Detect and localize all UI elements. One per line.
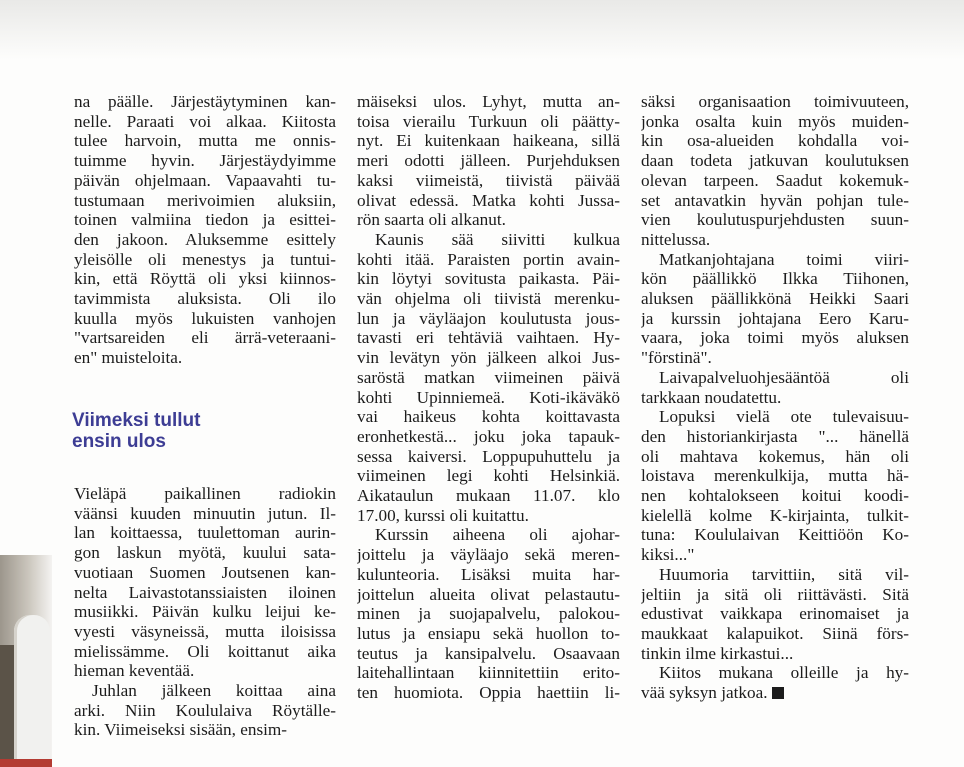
text-line: Huumoria tarvittiin, sitä vil- xyxy=(659,564,909,584)
text-line: Laivapalveluohjesääntöä oli xyxy=(659,367,909,387)
text-line: set antavatkin hyvän pohjan tule- xyxy=(641,190,909,210)
heading-line-1: Viimeksi tullut xyxy=(72,410,201,431)
text-line: nittelussa. xyxy=(641,229,711,249)
text-line: maukkaat kalapuikot. Siinä förs- xyxy=(641,623,909,643)
text-line: daan todeta jatkuvan koulutuksen xyxy=(641,151,909,171)
text-line: Aikataulun mukaan 11.07. klo xyxy=(357,486,620,506)
text-line: vuotiaan Suomen Joutsenen kan- xyxy=(74,562,336,582)
text-line: meri odotti jälleen. Purjehduksen xyxy=(357,151,620,171)
text-line: yleisölle oli menestys ja tuntui- xyxy=(74,249,336,269)
text-line: kin osa-alueiden kohdalla voi- xyxy=(641,131,909,151)
text-line: vien koulutuspurjehdusten suun- xyxy=(641,210,909,230)
text-line: teutus ja kansipalvelu. Osaavaan xyxy=(357,643,620,663)
text-line: Kaunis sää siivitti kulkua xyxy=(375,229,620,249)
text-line: viimeinen legi kohti Helsinkiä. xyxy=(357,466,620,486)
column-2 xyxy=(357,92,620,703)
text-line: mielissämme. Oli koittanut aika xyxy=(74,641,336,661)
text-line: laitehallintaan kiinnitettiin erito- xyxy=(357,663,620,683)
text-line: ten huomiota. Oppia haettiin li- xyxy=(357,683,620,703)
text-line: nen kohtalokseen koitui koodi- xyxy=(641,486,909,506)
text-line: edustivat vaikkapa erinomaiset ja xyxy=(641,604,909,624)
text-line: joittelu ja väyläajo sekä meren- xyxy=(357,545,620,565)
photo-fragment xyxy=(0,555,52,767)
text-line: loistava merenkulkija, mutta hä- xyxy=(641,466,909,486)
text-line: Juhlan jälkeen koittaa aina xyxy=(92,681,336,701)
text-line: kin, että Röyttä oli yksi kiinnos- xyxy=(74,269,336,289)
text-line: tustumaan merivoimien aluksiin, xyxy=(74,190,336,210)
text-line: den historiankirjasta "... hänellä xyxy=(641,426,909,446)
section-heading xyxy=(72,410,312,452)
text-line: vai haikeus kohta koittavasta xyxy=(357,407,620,427)
text-line: kulunteoria. Lisäksi muita har- xyxy=(357,564,620,584)
text-line: Matkanjohtajana toimi viiri- xyxy=(659,249,909,269)
text-line: olevan tarpeen. Saadut kokemuk- xyxy=(641,170,909,190)
text-line: toinen valmiina tiedon ja esittei- xyxy=(74,210,336,230)
text-line: kön päällikkö Ilkka Tiihonen, xyxy=(641,269,909,289)
text-line: väänsi kuuden minuutin jutun. Il- xyxy=(74,503,336,523)
text-line: säksi organisaation toimivuuteen, xyxy=(641,92,909,111)
text-line: joittelun alueita olivat pelastautu- xyxy=(357,584,620,604)
text-line: "vartsareiden eli ärrä-veteraani- xyxy=(74,328,336,348)
text-line: tavasti eri tehtäviä vaihtaen. Hy- xyxy=(357,328,620,348)
text-line: den jakoon. Aluksemme esittely xyxy=(74,229,336,249)
text-line: nyt. Ei kuitenkaan haikeana, sillä xyxy=(357,131,620,151)
text-line: kin löytyi sovitusta paikasta. Päi- xyxy=(357,269,620,289)
text-line: sessa kaiversi. Loppupuhuttelu ja xyxy=(357,446,620,466)
text-line: päivän ohjelmaan. Vapaavahti tu- xyxy=(74,170,336,190)
column-1-bottom xyxy=(74,484,336,740)
text-line: kiksi..." xyxy=(641,545,695,565)
text-line: gon laskun myötä, kuului sata- xyxy=(74,543,336,563)
text-line: jeltiin ja sitä oli riittävästi. Sitä xyxy=(641,584,909,604)
photo-figure xyxy=(14,615,50,765)
text-line: arki. Niin Koululaiva Röytälle- xyxy=(74,700,336,720)
photo-red-band xyxy=(0,759,52,767)
heading-line-2: ensin ulos xyxy=(72,431,166,452)
text-line: rön saarta oli alkanut. xyxy=(357,210,506,230)
text-line: tuimme hyvin. Järjestäydyimme xyxy=(74,151,336,171)
text-line: kuulla myös lukuisten vanhojen xyxy=(74,308,336,328)
text-line: kohti itää. Paraisten portin avain- xyxy=(357,249,620,269)
column-1-top xyxy=(74,92,336,368)
text-line: tuna: Koululaivan Keittiöön Ko- xyxy=(641,525,909,545)
end-mark-icon xyxy=(772,687,784,699)
text-line: Lopuksi vielä ote tulevaisuu- xyxy=(659,407,909,427)
text-line: aluksen päällikkönä Heikki Saari xyxy=(641,289,909,309)
text-line: mäiseksi ulos. Lyhyt, mutta an- xyxy=(357,92,620,111)
text-line: minen ja suojapalvelu, palokou- xyxy=(357,604,620,624)
column-3 xyxy=(641,92,909,703)
text-line: ja kurssin johtajana Eero Karu- xyxy=(641,308,909,328)
text-line: kielellä kolme K-kirjainta, tulkit- xyxy=(641,505,909,525)
text-line: lutus ja ensiapu sekä huollon to- xyxy=(357,623,620,643)
text-line: hieman keventää. xyxy=(74,661,195,681)
text-line: vaara, joka toimi myös aluksen xyxy=(641,328,909,348)
text-line: toisa vierailu Turkuun oli päätty- xyxy=(357,111,620,131)
text-line: lan koittaessa, tuulettoman aurin- xyxy=(74,523,336,543)
text-line: en" muisteloita. xyxy=(74,348,183,368)
text-line: kaksi viimeistä, tiivistä päivää xyxy=(357,170,620,190)
text-line: nelta Laivastotanssiaisten iloinen xyxy=(74,582,336,602)
text-line: tulee harvoin, mutta me onnis- xyxy=(74,131,336,151)
text-line: vin levätyn yön jälkeen alkoi Jus- xyxy=(357,348,620,368)
text-line: tavimmista aluksista. Oli ilo xyxy=(74,289,336,309)
text-line: lun ja väyläajon koulutusta jous- xyxy=(357,308,620,328)
text-line: na päälle. Järjestäytyminen kan- xyxy=(74,92,336,111)
text-line: musiikki. Päivän kulku leijui ke- xyxy=(74,602,336,622)
text-line: saröstä matkan viimeinen päivä xyxy=(357,367,620,387)
text-line: Kiitos mukana olleille ja hy- xyxy=(659,663,909,683)
text-line: olivat edessä. Matka kohti Jussa- xyxy=(357,190,620,210)
text-line: vän ohjelma oli tiivistä merenku- xyxy=(357,289,620,309)
text-line: 17.00, kurssi oli kuitattu. xyxy=(357,505,529,525)
text-line: Vieläpä paikallinen radiokin xyxy=(74,484,336,503)
text-line: jonka osalta kuin myös muiden- xyxy=(641,111,909,131)
text-line: "förstinä". xyxy=(641,348,712,368)
text-line: oli mahtava kokemus, hän oli xyxy=(641,446,909,466)
text-line: eronhetkestä... joku joka tapauk- xyxy=(357,426,620,446)
text-line: vyesti väsyneissä, mutta iloisissa xyxy=(74,621,336,641)
text-line: kohti Upinniemeä. Koti-ikäväkö xyxy=(357,387,620,407)
text-line: Kurssin aiheena oli ajohar- xyxy=(375,525,620,545)
text-line: vää syksyn jatkoa. xyxy=(641,683,909,703)
text-line: kin. Viimeiseksi sisään, ensim- xyxy=(74,720,287,740)
text-line: tinkin ilme kirkastui... xyxy=(641,643,794,663)
text-line: nelle. Paraati voi alkaa. Kiitosta xyxy=(74,111,336,131)
text-line: tarkkaan noudatettu. xyxy=(641,387,782,407)
scan-shading xyxy=(0,0,964,60)
